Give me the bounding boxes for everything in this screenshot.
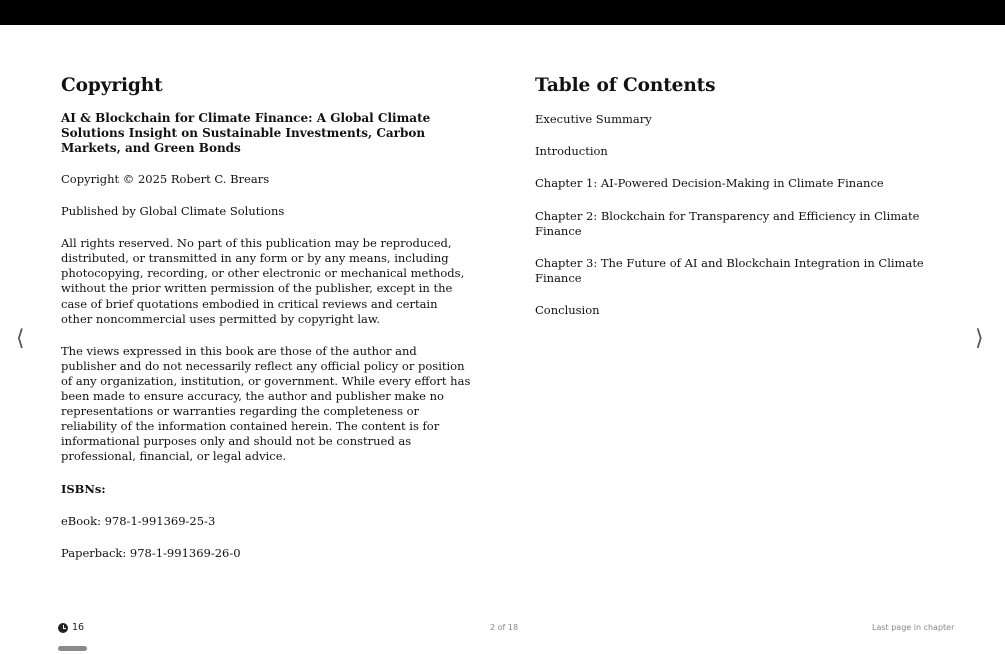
window-top-bar [0,0,1005,25]
book-title: AI & Blockchain for Climate Finance: A Global Climate Solutions Insight on Sustainable Investments, Carbon Markets, and Green Bonds [61,111,431,155]
toc-item-executive-summary[interactable]: Executive Summary [535,112,652,126]
toc-item-chapter-2[interactable]: Chapter 2: Blockchain for Transparency and Efficiency in Climate Finance [535,208,920,238]
left-page [61,74,471,561]
previous-page-button[interactable]: ⟨ [16,326,25,351]
toc-item-introduction[interactable]: Introduction [535,144,608,159]
toc-item-conclusion[interactable]: Conclusion [535,302,600,317]
chapter-status: Last page in chapter [872,623,955,632]
isbn-heading: ISBNs: [61,481,106,496]
page-counter: 2 of 18 [490,623,519,632]
publisher-line: Published by Global Climate Solutions [61,204,285,219]
right-page [535,74,955,318]
ebook-isbn: eBook: 978-1-991369-25-3 [61,513,216,528]
page-scrubber-handle[interactable] [58,646,87,651]
rights-paragraph: All rights reserved. No part of this publication may be reproduced, distributed, or transmitted in any form or by any means, including photocopying, recording, or other electronic or mechanical methods, without the prior written permission of the publisher, except in the case of brief quotations embodied in critical reviews and certain other noncommercial uses permitted by copyright law. [61,236,465,326]
views-paragraph: The views expressed in this book are those of the author and publisher and do not necessarily reflect any official policy or position of any organization, institution, or government. While every effort has been made to ensure accuracy, the author and publisher make no representations or warranties regarding the completeness or reliability of the information contained herein. The content is for informational purposes only and should not be construed as professional, financial, or legal advice. [61,343,471,464]
pages-left-indicator [58,622,84,633]
copyright-line: Copyright © 2025 Robert C. Brears [61,172,270,186]
toc-heading: Table of Contents [535,75,716,96]
toc-item-chapter-1[interactable]: Chapter 1: AI-Powered Decision-Making in Climate Finance [535,176,884,191]
toc-item-chapter-3[interactable]: Chapter 3: The Future of AI and Blockchain Integration in Climate Finance [535,255,924,285]
pages-left-count: 16 [72,622,85,633]
next-page-button[interactable]: ⟩ [975,326,984,351]
clock-icon [58,623,68,633]
copyright-heading: Copyright [61,75,163,96]
paperback-isbn: Paperback: 978-1-991369-26-0 [61,545,241,560]
